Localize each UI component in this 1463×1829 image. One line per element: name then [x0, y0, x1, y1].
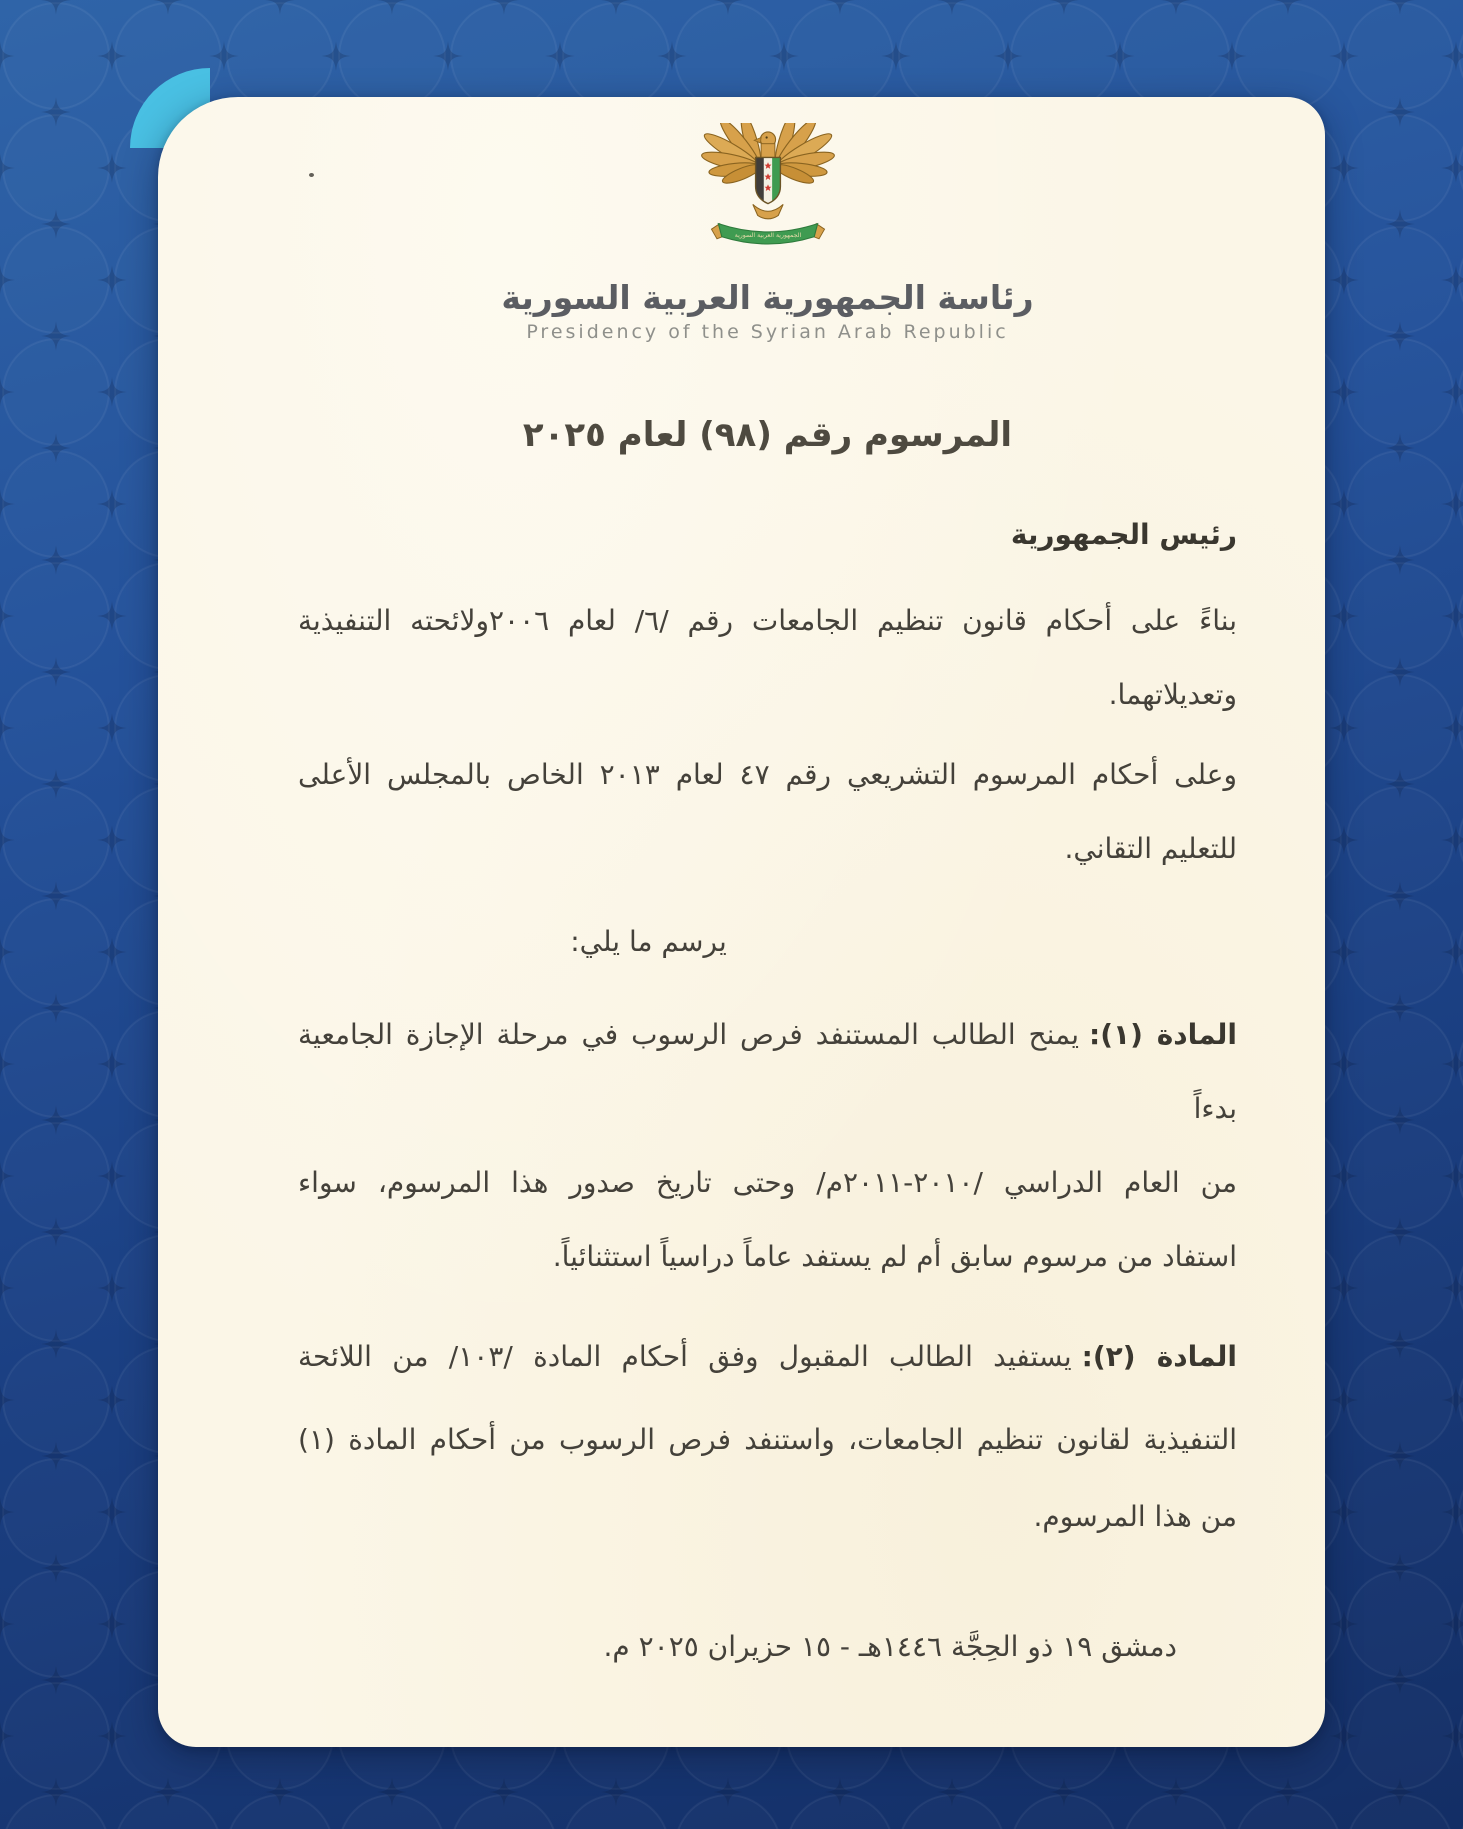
decree-document-page: [158, 97, 1325, 1747]
article-1-line-2: من العام الدراسي /٢٠١٠-٢٠١١م/ وحتى تاريخ صدور هذا المرسوم، سواء: [298, 1166, 1237, 1199]
article-2-text: يستفيد الطالب المقبول وفق أحكام المادة /١٠٣/ من اللائحة: [298, 1340, 1072, 1373]
article-1-line-1: [298, 998, 1237, 1146]
enactment-clause: يرسم ما يلي:: [570, 925, 727, 958]
document-content: [158, 97, 1325, 1747]
article-2-line-1: [298, 1320, 1237, 1394]
letterhead-emblem-wrap: [298, 123, 1237, 258]
issuer-line: رئيس الجمهورية: [1010, 518, 1237, 551]
preamble-line-2: وتعديلاتهما.: [1108, 678, 1237, 711]
decree-body: [298, 498, 1237, 1554]
article-1-text: يمنح الطالب المستنفد فرص الرسوب في مرحلة الإجازة الجامعية بدءاً: [298, 1018, 1237, 1125]
decree-title: المرسوم رقم (٩٨) لعام ٢٠٢٥: [522, 415, 1013, 455]
article-2-line-3: من هذا المرسوم.: [1033, 1500, 1237, 1533]
article-2-label: المادة (٢):: [1081, 1340, 1237, 1373]
preamble-line-4: للتعليم التقاني.: [1064, 832, 1237, 865]
article-1-line-3: استفاد من مرسوم سابق أم لم يستفد عاماً دراسياً استثنائياً.: [552, 1240, 1237, 1273]
org-name-arabic: رئاسة الجمهورية العربية السورية: [501, 278, 1034, 317]
article-2-line-2: التنفيذية لقانون تنظيم الجامعات، واستنفد فرص الرسوب من أحكام المادة (١): [298, 1423, 1237, 1456]
article-1-label: المادة (١):: [1089, 1018, 1237, 1051]
preamble-line-3: وعلى أحكام المرسوم التشريعي رقم ٤٧ لعام ٢٠١٣ الخاص بالمجلس الأعلى: [298, 758, 1237, 791]
org-name-english: Presidency of the Syrian Arab Republic: [526, 321, 1009, 343]
preamble-line-1: بناءً على أحكام قانون تنظيم الجامعات رقم /٦/ لعام ٢٠٠٦ولائحته التنفيذية: [298, 604, 1238, 637]
syrian-eagle-emblem-icon: [692, 123, 844, 254]
date-line: دمشق ١٩ ذو الحِجَّة ١٤٤٦هـ - ١٥ حزيران ٢٠٢٥ م.: [603, 1630, 1177, 1663]
emblem-banner-text: الجمهورية العربية السورية: [734, 231, 801, 239]
